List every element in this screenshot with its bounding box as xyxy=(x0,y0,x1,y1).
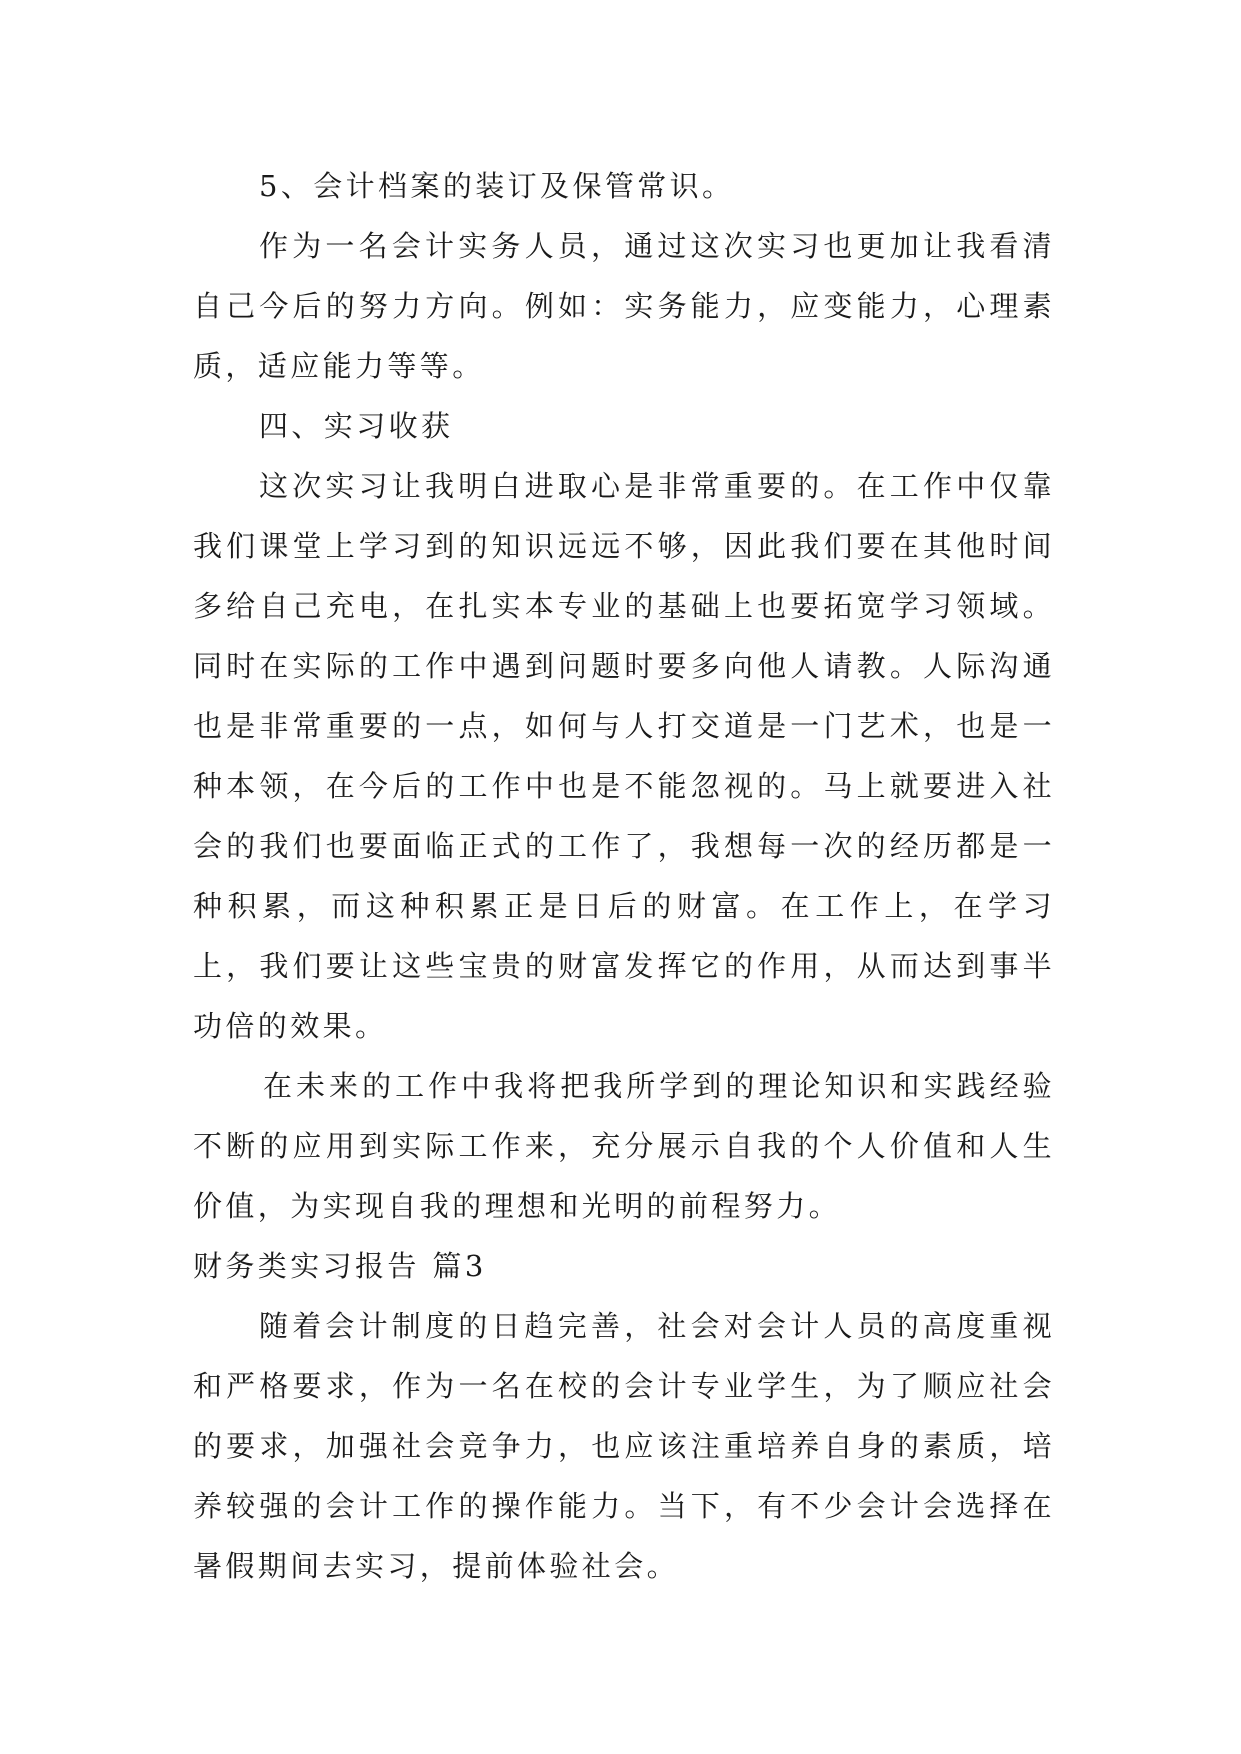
list-item-5: 5、会计档案的装订及保管常识。 xyxy=(259,169,735,203)
paragraph-accountant-reflection: 作为一名会计实务人员，通过这次实习也更加让我看清自己今后的努力方向。例如：实务能力，应变能力，心理素质，适应能力等等。 xyxy=(193,229,1055,383)
paragraph-report-intro: 随着会计制度的日趋完善，社会对会计人员的高度重视和严格要求，作为一名在校的会计专业学生，为了顺应社会的要求，加强社会竞争力，也应该注重培养自身的素质，培养较强的会计工作的操作能力。当下，有不少会计会选择在暑假期间去实习，提前体验社会。 xyxy=(193,1309,1055,1583)
paragraph-future-outlook: 在未来的工作中我将把我所学到的理论知识和实践经验不断的应用到实际工作来，充分展示自我的个人价值和人生价值，为实现自我的理想和光明的前程努力。 xyxy=(193,1069,1055,1223)
section-heading-harvest: 四、实习收获 xyxy=(259,409,454,443)
report-title: 财务类实习报告 篇3 xyxy=(193,1249,487,1283)
document-body xyxy=(193,156,1055,1596)
paragraph-harvest-body: 这次实习让我明白进取心是非常重要的。在工作中仅靠我们课堂上学习到的知识远远不够，因此我们要在其他时间多给自己充电，在扎实本专业的基础上也要拓宽学习领域。同时在实际的工作中遇到问题时要多向他人请教。人际沟通也是非常重要的一点，如何与人打交道是一门艺术，也是一种本领，在今后的工作中也是不能忽视的。马上就要进入社会的我们也要面临正式的工作了，我想每一次的经历都是一种积累，而这种积累正是日后的财富。在工作上，在学习上，我们要让这些宝贵的财富发挥它的作用，从而达到事半功倍的效果。 xyxy=(193,469,1055,1043)
